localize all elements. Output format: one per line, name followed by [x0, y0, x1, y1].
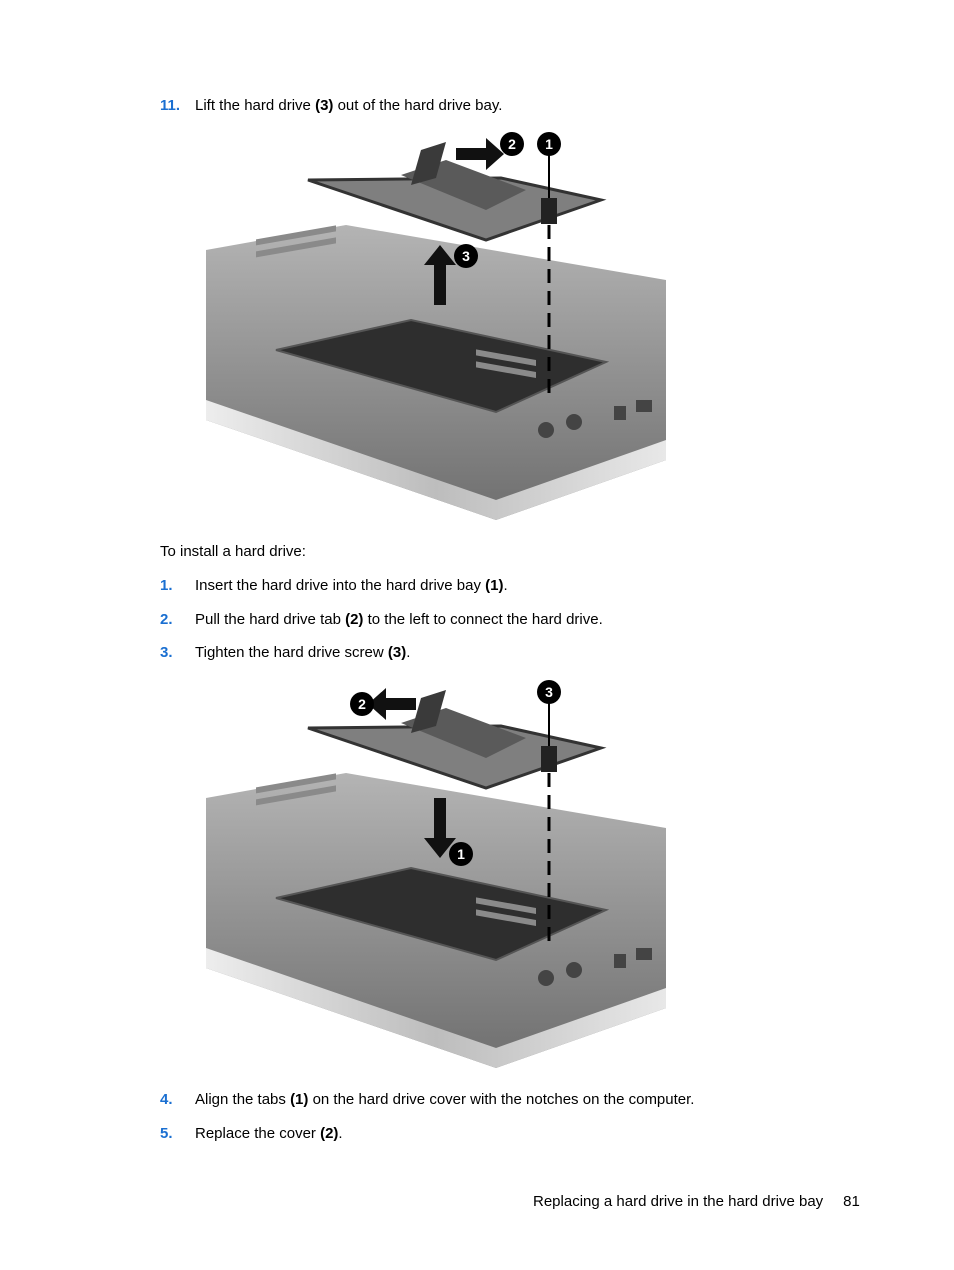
remove-hard-drive-illustration [196, 130, 676, 520]
step-number: 11. [160, 97, 181, 114]
page-number: 81 [843, 1193, 860, 1210]
step-text: Lift the hard drive (3) out of the hard drive bay. [195, 97, 503, 114]
step-text: Pull the hard drive tab (2) to the left to connect the hard drive. [195, 611, 603, 628]
callout-1: 1 [457, 846, 465, 862]
step-number: 2. [160, 611, 173, 628]
step-number: 5. [160, 1125, 173, 1142]
callout-2: 2 [358, 696, 366, 712]
callout-3: 3 [462, 248, 470, 264]
install-intro: To install a hard drive: [160, 543, 306, 560]
step-text: Insert the hard drive into the hard drive bay (1). [195, 577, 508, 594]
page-footer [533, 1193, 860, 1211]
install-hard-drive-illustration [196, 678, 676, 1068]
step-number: 3. [160, 644, 173, 661]
step-number: 1. [160, 577, 173, 594]
step-text: Align the tabs (1) on the hard drive cover with the notches on the computer. [195, 1091, 695, 1108]
callout-3: 3 [545, 684, 553, 700]
step-text: Tighten the hard drive screw (3). [195, 644, 411, 661]
step-number: 4. [160, 1091, 173, 1108]
footer-title: Replacing a hard drive in the hard drive bay [533, 1193, 824, 1210]
step-text: Replace the cover (2). [195, 1125, 343, 1142]
callout-2: 2 [508, 136, 516, 152]
callout-1: 1 [545, 136, 553, 152]
